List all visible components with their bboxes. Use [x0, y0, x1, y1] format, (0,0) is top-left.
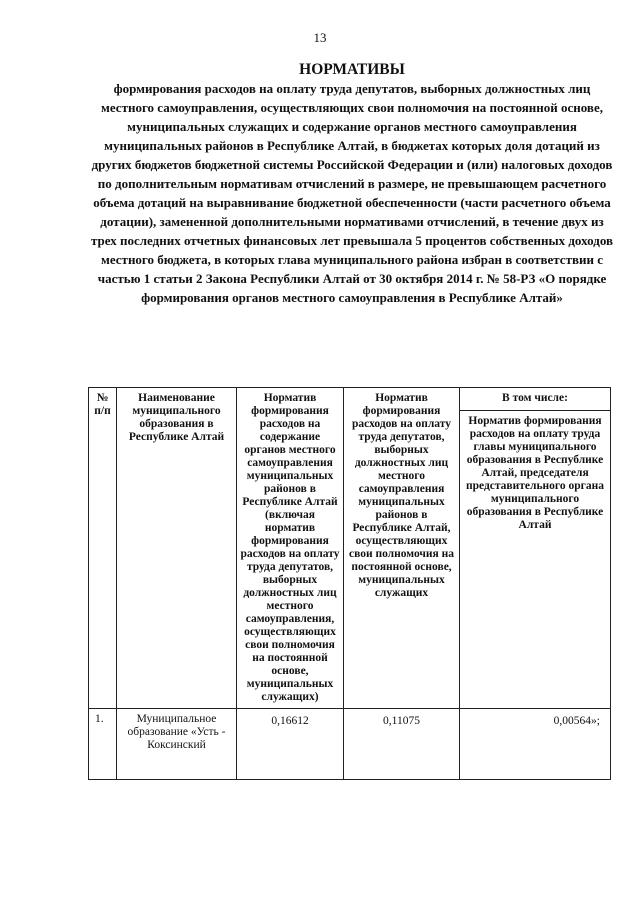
norms-table: [88, 387, 611, 780]
row-head-salary-norm: 0,00564»;: [460, 709, 611, 780]
page-number: 13: [313, 30, 327, 45]
header-including: В том числе:: [460, 388, 611, 411]
document-title: НОРМАТИВЫ: [299, 61, 405, 78]
row-number: 1.: [89, 709, 117, 780]
row-maintenance-norm: 0,16612: [237, 709, 344, 780]
row-municipality-name: Муниципальное образование «Усть - Коксинский: [117, 709, 237, 780]
document-heading: [88, 60, 616, 307]
header-municipality-name: Наименование муниципального образования в Республике Алтай: [117, 388, 237, 709]
table-header-row: [89, 388, 611, 411]
header-head-salary-norm: Норматив формирования расходов на оплату труда главы муниципального образования в Республике Алтай, председателя представительного органа муниципального образования в Республике Алтай: [460, 411, 611, 709]
document-subtitle: формирования расходов на оплату труда депутатов, выборных должностных лиц местного самоуправления, осуществляющих свои полномочия на постоянной основе, муниципальных служащих и содержание органов местного самоуправления муниципальных районов в Республике Алтай, в бюджетах которых доля дотаций из других бюджетов бюджетной системы Российской Федерации и (или) налоговых доходов по дополнительным нормативам отчислений в размере, не превышающем расчетного объема дотаций на выравнивание бюджетной обеспеченности (части расчетного объема дотации), замененной дополнительными нормативами отчислений, в течение двух из трех последних отчетных финансовых лет превышала 5 процентов собственных доходов местного бюджета, в которых глава муниципального района избран в соответствии с частью 1 статьи 2 Закона Республики Алтай от 30 октября 2014 г. № 58-РЗ «О порядке формирования органов местного самоуправления в Республике Алтай»: [90, 81, 614, 305]
header-number: № п/п: [89, 388, 117, 709]
header-maintenance-norm: Норматив формирования расходов на содержание органов местного самоуправления муниципальных районов в Республике Алтай (включая норматив формирования расходов на оплату труда депутатов, выборных должностных лиц местного самоуправления, осуществляющих свои полномочия на постоянной основе, муниципальных служащих): [237, 388, 344, 709]
table-row: [89, 709, 611, 780]
header-salary-norm: Норматив формирования расходов на оплату труда депутатов, выборных должностных лиц местного самоуправления муниципальных районов в Республике Алтай, осуществляющих свои полномочия на постоянной основе, муниципальных служащих: [344, 388, 460, 709]
row-salary-norm: 0,11075: [344, 709, 460, 780]
